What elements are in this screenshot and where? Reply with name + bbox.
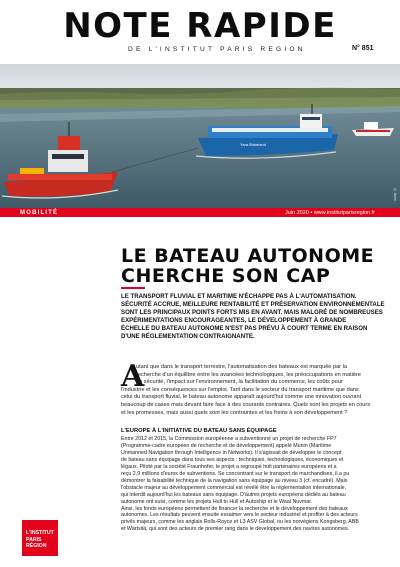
section-heading: L'EUROPE À L'INITIATIVE DU BATEAU SANS ÉQUIPAGE [121, 428, 277, 434]
lead-line: D'UNE RÉGLEMENTATION CONTRAIGNANTE. [121, 333, 255, 341]
body-line: reçu 2,9 millions d'euros de subventions. Se concentrant sur le transport de marchandises, il a pu [121, 470, 350, 477]
issue-number: N° 851 [352, 45, 374, 52]
intro-line: de sécurité, l'impact sur l'environnement, la facilitation du commerce, les coûts pour [136, 379, 343, 386]
lead-line: SONT LES PRINCIPAUX POINTS FORTS MIS EN AVANT. MAIS MALGRÉ DE NOMBREUSES [121, 309, 383, 317]
body-line: (Programme-cadre européen de recherche et de développement) appelé Munin (Maritime [121, 442, 332, 449]
body-line: qui interdit aujourd'hui les bateaux sans équipage. D'autres projets européens dédiés au bateau [121, 491, 346, 498]
lead-line: SÉCURITÉ ACCRUE, MEILLEURE RENTABILITÉ ET PRÉSERVATION ENVIRONNEMENTALE [121, 301, 385, 309]
lead-line: LE TRANSPORT FLUVIAL ET MARITIME N'ÉCHAPPE PAS À L'AUTOMATISATION. [121, 293, 357, 300]
body-line: Unmanned Navigation through Intelligence in Networks). Il s'agissait de développer le concept [121, 449, 342, 456]
body-line: et Wärtsilä, qui sont des acteurs de premier rang dans le développement des navires autonomes. [121, 526, 350, 533]
lead-line: ÉCHELLE DU BATEAU AUTONOME N'EST PAS PRÉVU À COURT TERME EN RAISON [121, 325, 368, 333]
ships-river-illustration [0, 64, 400, 208]
body-line: légaux. Piloté par la société Fraunhofer, le projet a regroupé huit partenaires européens et a [121, 463, 337, 470]
institut-logo [22, 520, 58, 556]
logo-line: PARIS [26, 536, 42, 543]
publication-title: NOTE RAPIDE [63, 6, 337, 46]
title-rule [121, 287, 145, 289]
body-line: autonomes. Les résultats peuvent ensuite essaimer vers le secteur industriel et profiter à des acteurs [121, 512, 358, 519]
drop-cap: A [121, 359, 145, 394]
issue-date-url: Juin 2020 • www.institutparisregion.fr [285, 210, 375, 216]
lead-line: EXPÉRIMENTATIONS ENCOURAGEANTES, LE DÉVELOPPEMENT À GRANDE [121, 317, 347, 325]
masthead [0, 0, 400, 64]
body-line: l'obstacle majeur au développement commercial est révélé être la réglementation internationale, [121, 484, 347, 491]
rubric-theme: MOBILITÉ [20, 210, 59, 216]
ship-name-label: Yara Birkeland [240, 142, 266, 147]
intro-line: beaucoup de cases mais devant faire face à des courants contraires. Quels sont les projets en cours [121, 401, 371, 408]
article-body [121, 436, 383, 533]
body-line: démontrer la faisabilité technique de la navigation sans équipage au niveau 3 (cf. encadré). Mais [121, 477, 348, 484]
intro-line: recherche d'un équilibre entre les avancées technologiques, les préoccupations en matière [136, 371, 361, 378]
publication-subline: DE L'INSTITUT PARIS REGION [128, 46, 306, 53]
article-title [121, 245, 375, 287]
body-line: privés majeurs, comme les anglais Rolls-Royce et L3 ASV Global, ou les norvégiens Kongsberg, ABB [121, 519, 359, 526]
photo-credit: © Archi... [393, 188, 397, 204]
logo-line: RÉGION [26, 543, 47, 549]
article-lead [121, 293, 385, 342]
body-line: autonome ont suivi, comme les projets Hull to Hull et Autoship et le Waal Nuvmar. [121, 498, 313, 505]
body-line: Ainsi, les fonds européens permettent de financer la recherche et le développement des bateaux [121, 505, 348, 512]
title-line: LE BATEAU AUTONOME [121, 245, 375, 267]
body-line: Entre 2012 et 2015, la Commission européenne a subventionné un projet de recherche FP7 [121, 436, 337, 442]
intro-line: et les promesses, mais aussi quels sont les contraintes et les freins à son développement ? [121, 409, 348, 416]
title-line: CHERCHE SON CAP [121, 265, 331, 287]
logo-line: L'INSTITUT [26, 530, 54, 536]
intro-line: l'industrie et les conséquences sur l'emploi. Tant dans le secteur du transport maritime que dans [121, 386, 359, 393]
body-line: de bateau sans équipage dans tous ses aspects : techniques, technologiques, économiques et [121, 456, 344, 463]
article-intro [121, 359, 379, 417]
cover-photo [0, 64, 400, 208]
intro-line: utant que dans le transport terrestre, l'automatisation des bateaux est marquée par la [136, 364, 347, 370]
intro-line: celui du transport fluvial, le bateau autonome apparaît aujourd'hui comme une innovation ouvrant [121, 394, 362, 401]
